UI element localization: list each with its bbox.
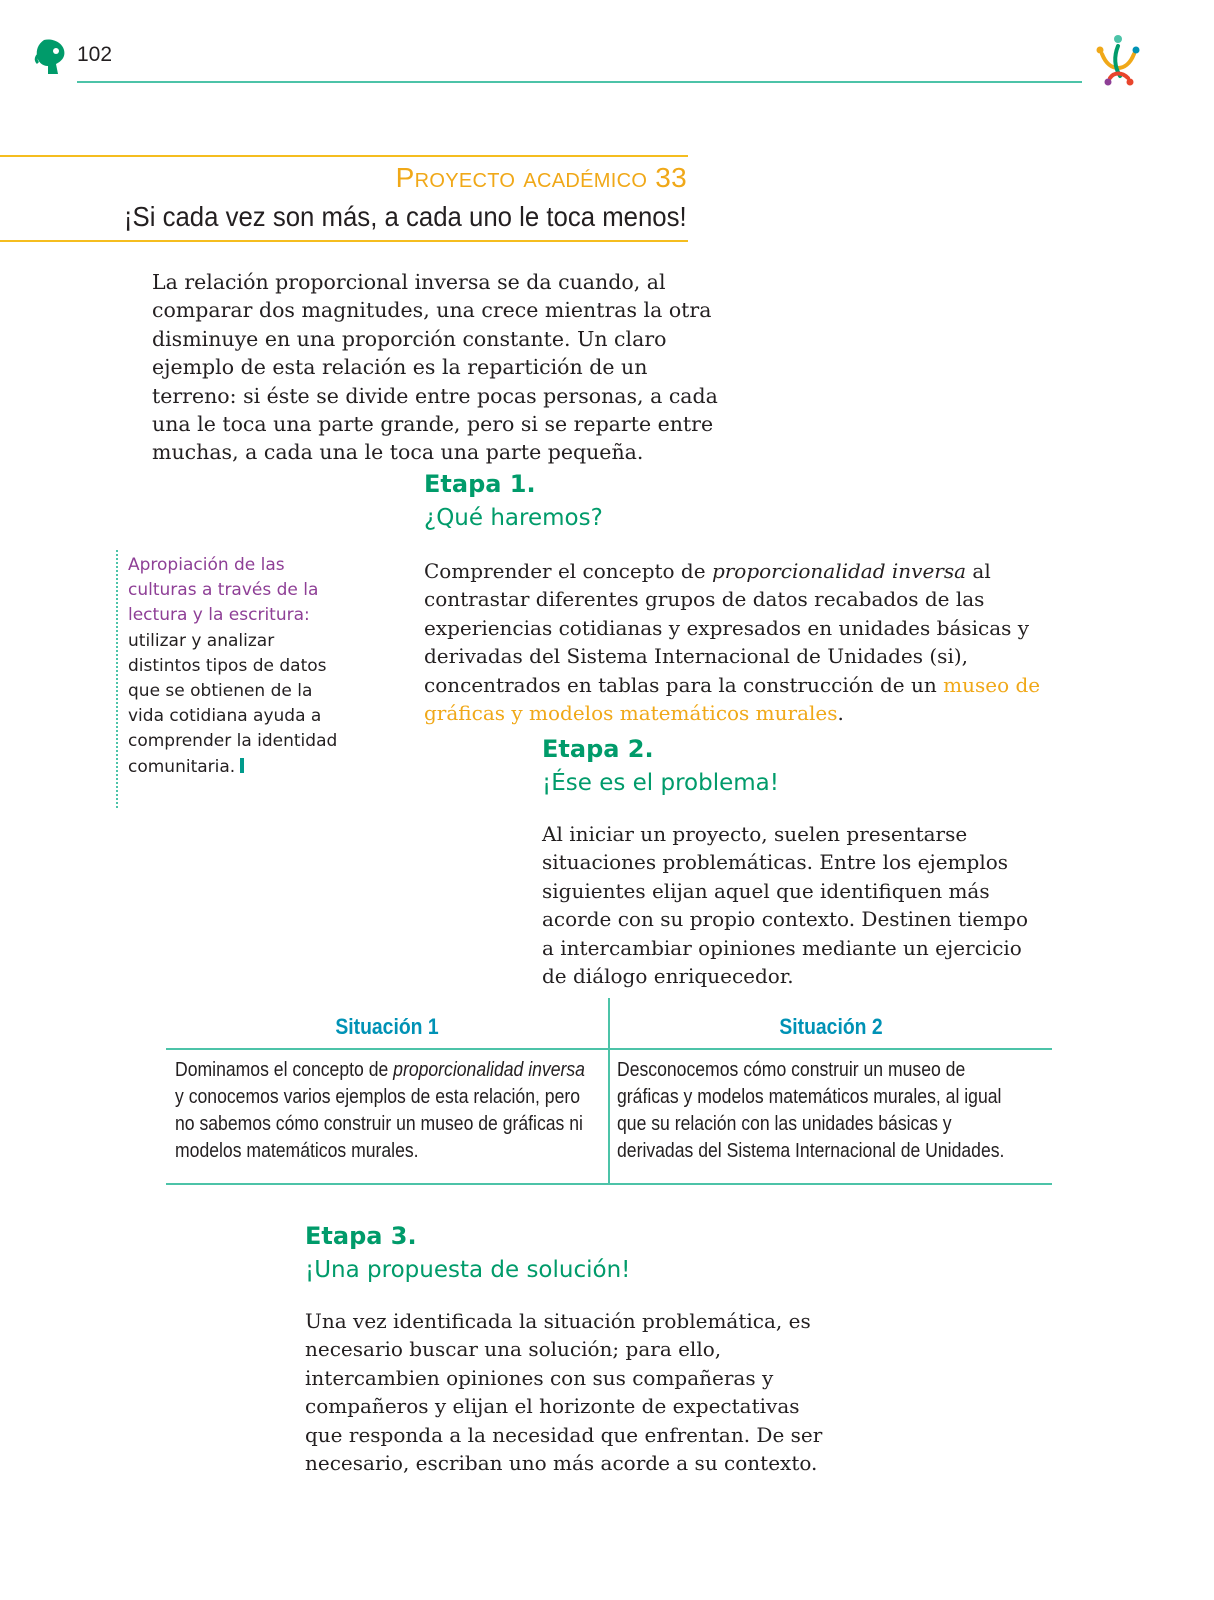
title-top-rule	[0, 155, 688, 157]
stage1-text-after: al contrastar diferentes grupos de datos recabados de las experiencias cotidianas y expresados en unidades básicas y derivadas del Sistema Internacional de Unidades (si), concentrados en tablas para la construcción de un	[424, 559, 1030, 697]
situation1-text	[175, 1057, 589, 1165]
situation1-text-before: Dominamos el concepto de	[175, 1059, 394, 1081]
stage1-number: Etapa 1.	[424, 470, 536, 498]
sidebar-border	[116, 550, 118, 808]
situation2-text-before: Desconocemos cómo construir un museo de gráficas y modelos matemáticos murales, al igual que su relación con las unidades básicas y derivadas del Sistema Internacional de Unidades.	[617, 1059, 1005, 1162]
situation2-title: Situación 2	[779, 1014, 883, 1039]
stage1-text-before: Comprender el concepto de	[424, 559, 712, 583]
situation1-text-italic: proporcionalidad inversa	[393, 1059, 585, 1081]
page-number: 102	[77, 43, 113, 66]
stage1-text-end: .	[837, 701, 844, 726]
header-rule	[77, 81, 1082, 83]
stage3-paragraph: Una vez identificada la situación problemática, es necesario buscar una solución; para ello, intercambien opiniones con sus compañeras y compañeros y elijan el horizonte de expectativas que responda a la necesidad que enfrentan. De ser necesario, escriban uno más acorde a su contexto.	[305, 1309, 823, 1476]
green-figure-icon	[34, 38, 68, 76]
sidebar-end-marker	[240, 758, 244, 773]
stage1-paragraph	[424, 557, 1074, 727]
sidebar-heading: Apropiación de las culturas a través de la lectura y la escritura:	[128, 555, 319, 626]
situations-bottom-rule	[166, 1183, 1052, 1185]
stage1-text-italic: proporcionalidad inversa	[711, 559, 967, 583]
sidebar-text: utilizar y analizar distintos tipos de datos que se obtienen de la vida cotidiana ayuda a comprender la identidad comunitaria.	[128, 630, 338, 777]
stage1-subtitle: ¿Qué haremos?	[424, 505, 603, 531]
stage2-number: Etapa 2.	[542, 735, 654, 763]
stage3-subtitle: ¡Una propuesta de solución!	[305, 1257, 631, 1283]
stage2-subtitle: ¡Ése es el problema!	[542, 770, 779, 796]
stage2-paragraph: Al iniciar un proyecto, suelen presentarse situaciones problemáticas. Entre los ejemplos siguientes elijan aquel que identifiquen más acorde con su propio contexto. Destinen tiempo a intercambiar opiniones mediante un ejercicio de diálogo enriquecedor.	[542, 822, 1029, 989]
stage1-text-highlight: museo de gráficas y modelos matemáticos murales	[424, 672, 1041, 726]
situation1-title: Situación 1	[335, 1014, 439, 1039]
situation1-text-after: y conocemos varios ejemplos de esta relación, pero no sabemos cómo construir un museo de gráficas ni modelos matemáticos murales.	[175, 1086, 583, 1162]
intro-paragraph: La relación proporcional inversa se da cuando, al comparar dos magnitudes, una crece mientras la otra disminuye en una proporción constante. Un claro ejemplo de esta relación es la repartición de un terreno: si éste se divide entre pocas personas, a cada una le toca una parte grande, pero si se reparte entre muchas, a cada una le toca una parte pequeña.	[152, 270, 718, 465]
title-bottom-rule	[0, 240, 688, 242]
project-label: Proyecto académico 33	[395, 162, 687, 193]
project-title: ¡Si cada vez son más, a cada uno le toca menos!	[124, 201, 687, 232]
situation2-text	[617, 1057, 1031, 1165]
stage3-number: Etapa 3.	[305, 1222, 417, 1250]
sidebar-note	[128, 553, 343, 780]
colorful-dots-figure-icon	[1090, 32, 1146, 88]
situations-divider	[608, 998, 610, 1184]
situations-header-rule	[166, 1048, 1052, 1050]
